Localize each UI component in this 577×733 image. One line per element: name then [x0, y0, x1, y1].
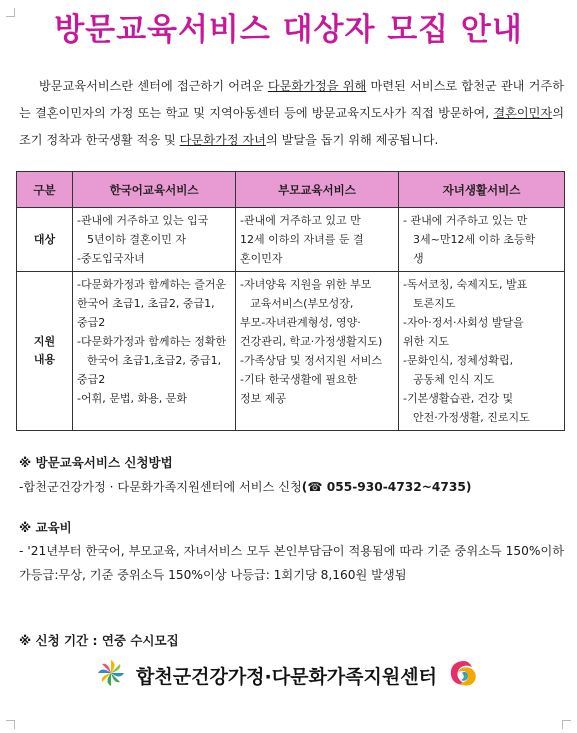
page-corner-mark: [562, 720, 571, 729]
cell-line: 위한 지도: [403, 335, 450, 348]
cell-line: -다문화가정과 함께하는 정확한: [77, 335, 227, 348]
method-heading: ※ 방문교육서비스 신청방법: [19, 455, 173, 470]
intro-text: 의 조기 정착과 한국생활 적응 및: [19, 106, 564, 147]
header-category: 구분: [17, 172, 73, 208]
cell-line: -자녀양육 지원을 위한 부모: [240, 278, 372, 291]
cell-line: 한국어 초급1,초급2, 중급1,: [87, 354, 222, 367]
table-header-row: [17, 172, 565, 208]
cell-line: -어휘, 문법, 화용, 문화: [77, 392, 187, 405]
row-label-text: 대상: [33, 232, 56, 246]
cell-line: -관내에 거주하고 있고 만: [240, 214, 361, 227]
intro-underlined-text: 결혼이민자: [493, 106, 553, 120]
header-parent-service: 부모교육서비스: [236, 172, 399, 208]
cell-line: -가족상담 및 정서지원 서비스: [240, 354, 382, 367]
cell-line: -관내에 거주하고 있는 입국: [77, 214, 209, 227]
cell-line: 정보 제공: [240, 392, 287, 405]
cell-line: -문화인식, 정체성확립,: [403, 354, 514, 367]
fee-text: - '21년부터 한국어, 부모교육, 자녀서비스 모두 본인부담금이 적용됨에 따라 기준 중위소득 150%이하 가등급:무상, 기준 중위소득 150%이상 나등급: 1회기당 8,160원 발생됨: [19, 544, 564, 582]
cell-line: -자아·정서·사회성 발달을: [403, 316, 524, 329]
footer: [0, 660, 577, 690]
method-description: -합천군건강가정 · 다문화가족지원센터에 서비스 신청: [19, 480, 302, 494]
header-korean-service: 한국어교육서비스: [73, 172, 236, 208]
fee-heading: ※ 교육비: [19, 520, 72, 535]
cell-line: 건강관리, 학교·가정생활지도): [240, 335, 383, 348]
header-child-service: 자녀생활서비스: [399, 172, 565, 208]
cell-line: 공동체 인식 지도: [413, 373, 495, 386]
parent-service-cell: [236, 208, 399, 272]
table-row: [17, 208, 565, 272]
service-table: [16, 171, 565, 431]
parent-service-cell: [236, 272, 399, 431]
cell-line: 중급2: [77, 316, 106, 329]
phone-number: (☎ 055-930-4732~4735): [301, 480, 472, 494]
table-row: [17, 272, 565, 431]
intro-text: 마련된 서비스로 합천군 관내 거주하는 결혼이민자의 가정 또는 학교 및 지역아동센터 등에 방문교육지도사가 직접 방문하여,: [19, 79, 565, 120]
cell-line: -독서코칭, 숙제지도, 발표: [403, 278, 528, 291]
cell-line: 3세~만12세 이하 초등학: [413, 233, 536, 246]
cell-line: 5년이하 결혼이민 자: [87, 233, 186, 246]
cell-line: -다문화가정과 함께하는 즐거운: [77, 278, 227, 291]
intro-text: 의 발달을 돕기 위해 제공됩니다.: [265, 133, 439, 147]
intro-underlined-text: 다문화가정 자녀: [179, 133, 266, 147]
cell-line: 안전·가정생활, 진로지도: [413, 411, 530, 424]
row-label-text: 지원: [33, 335, 56, 348]
cell-line: 생: [413, 252, 424, 265]
child-service-cell: [399, 208, 565, 272]
page-corner-mark: [6, 720, 15, 729]
cell-line: - 관내에 거주하고 있는 만: [403, 214, 528, 227]
child-service-cell: [399, 272, 565, 431]
cell-line: -기타 한국생활에 필요한: [240, 373, 358, 386]
cell-line: 토론지도: [413, 297, 456, 310]
intro-underlined-text: 다문화가정을 위해: [267, 79, 367, 93]
org-name: 합천군건강가정·다문화가족지원센터: [136, 665, 437, 688]
cell-line: 부모-자녀관계형성, 영양·: [240, 316, 361, 329]
round-emblem-icon: [447, 658, 481, 692]
row-label: [17, 272, 73, 431]
row-label: [17, 208, 73, 272]
row-label-text: 내용: [33, 353, 56, 366]
page-title: 방문교육서비스 대상자 모집 안내: [54, 12, 523, 48]
cell-line: 12세 이하의 자녀를 둔 결: [240, 233, 364, 246]
period-heading: ※ 신청 기간 : 연중 수시모집: [19, 633, 179, 648]
cell-line: 한국어 초급1, 초급2, 중급1,: [77, 297, 215, 310]
cell-line: 중급2: [77, 373, 106, 386]
intro-paragraph: [19, 73, 564, 154]
cell-line: 혼이민자: [240, 252, 283, 265]
korean-service-cell: [73, 272, 236, 431]
cell-line: -기본생활습관, 건강 및: [403, 392, 514, 405]
intro-text: 방문교육서비스란 센터에 접근하기 어려운: [39, 79, 268, 93]
method-text: [19, 478, 564, 495]
korean-service-cell: [73, 208, 236, 272]
cell-line: -중도입국자녀: [77, 252, 145, 265]
pinwheel-logo-icon: [96, 658, 126, 692]
cell-line: 교육서비스(부모성장,: [250, 297, 354, 310]
